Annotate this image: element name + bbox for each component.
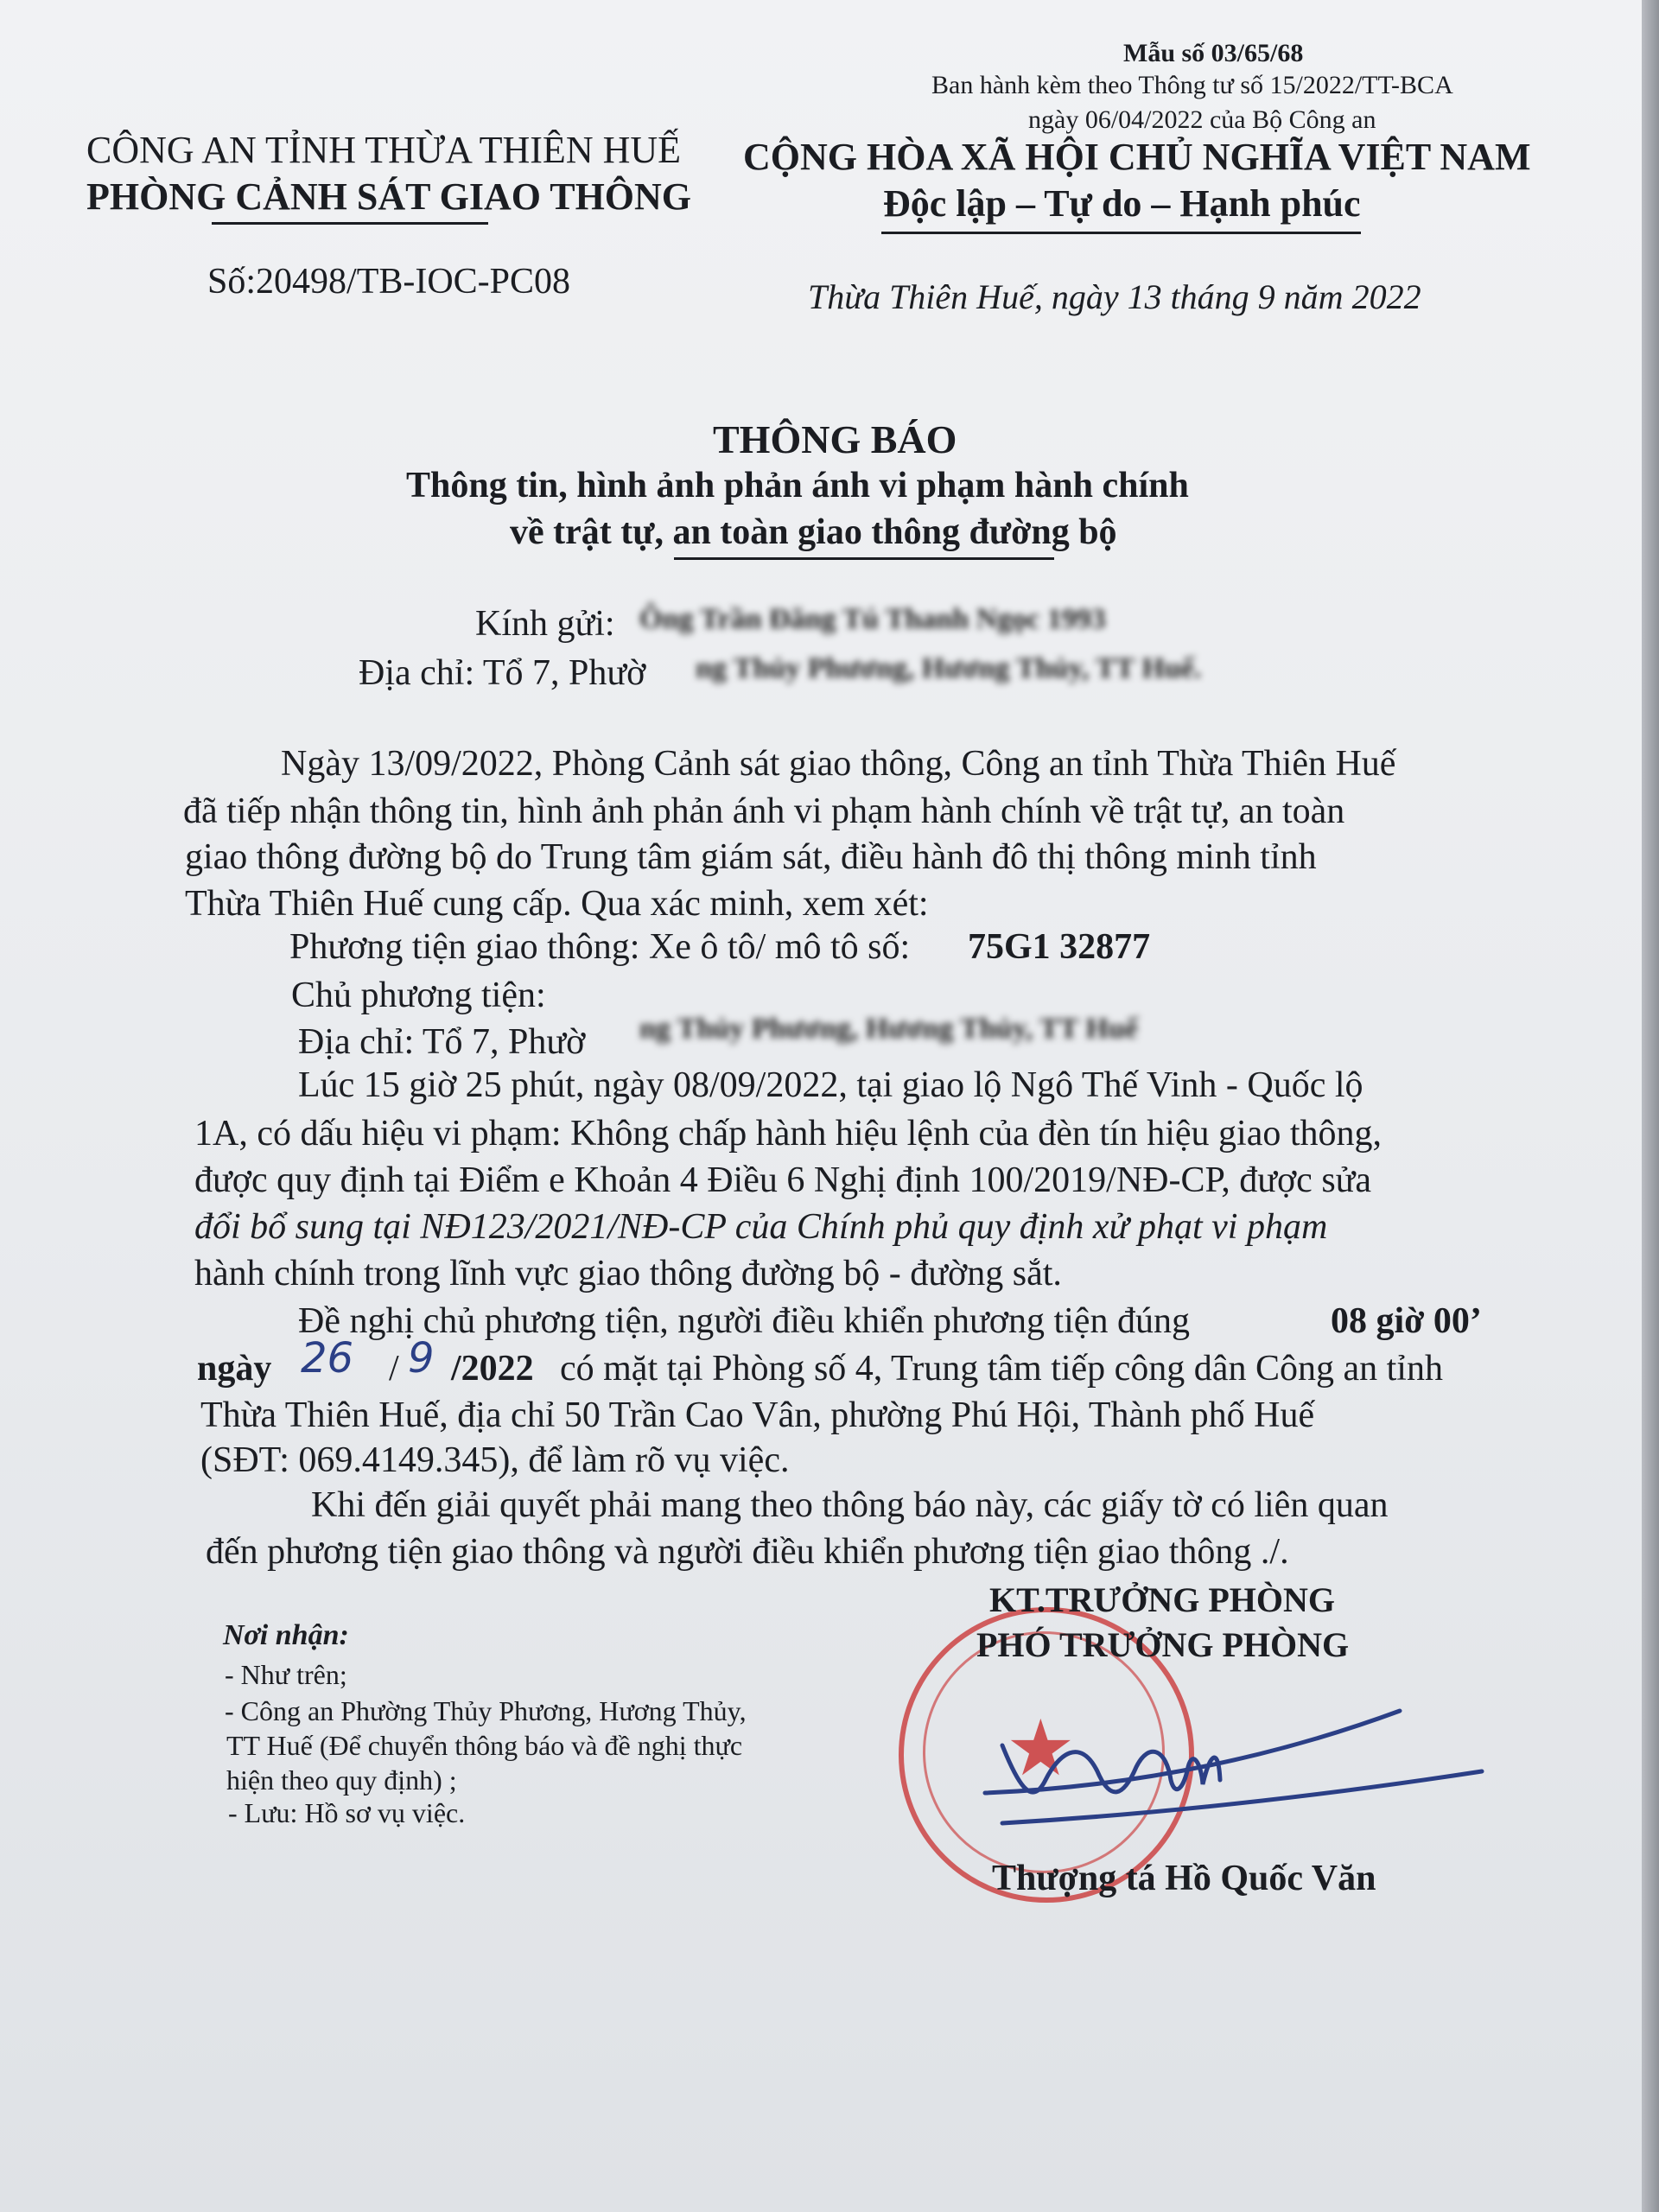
appointment-time: 08 giờ 00’ [1331,1301,1482,1341]
nation-line1: CỘNG HÒA XÃ HỘI CHỦ NGHĨA VIỆT NAM [743,136,1531,178]
para2-line4: đổi bổ sung tại NĐ123/2021/NĐ-CP của Chính phủ quy định xử phạt vi phạm [194,1207,1328,1247]
appointment-month-handwritten: 9 [408,1334,435,1382]
recipients-heading: Nơi nhận: [223,1619,349,1651]
title-underline [674,557,1054,560]
nation-underline [881,232,1361,234]
star-icon: ★ [1006,1703,1076,1794]
signer-name: Thượng tá Hồ Quốc Văn [992,1859,1376,1898]
owner-address-redacted: ng Thủy Phương, Hương Thủy, TT Huế [639,1013,1138,1045]
vehicle-label: Phương tiện giao thông: Xe ô tô/ mô tô số: [289,927,911,967]
para4-line1: Khi đến giải quyết phải mang theo thông báo này, các giấy tờ có liên quan [311,1485,1389,1525]
para2-line1: Lúc 15 giờ 25 phút, ngày 08/09/2022, tại giao lộ Ngô Thế Vinh - Quốc lộ [298,1065,1363,1105]
para3-line1: Đề nghị chủ phương tiện, người điều khiển phương tiện đúng [298,1301,1190,1341]
recipient-name-redacted: Ông Trần Đăng Tú Thanh Ngọc 1993 [639,603,1106,635]
recipients-item-2c: hiện theo quy định) ; [226,1764,457,1796]
form-ref-line1: Ban hành kèm theo Thông tư số 15/2022/TT-BCA [931,71,1453,99]
agency-line1: CÔNG AN TỈNH THỪA THIÊN HUẾ [86,129,682,171]
form-code: Mẫu số 03/65/68 [1123,39,1304,67]
owner-address-label: Địa chỉ: Tổ 7, Phườ [298,1022,586,1062]
appointment-year: /2022 [451,1349,534,1389]
agency-line2: PHÒNG CẢNH SÁT GIAO THÔNG [86,175,692,218]
para2-line2: 1A, có dấu hiệu vi phạm: Không chấp hành hiệu lệnh của đèn tín hiệu giao thông, [194,1114,1382,1154]
recipient-label: Kính gửi: [475,604,615,644]
para3-line4: (SĐT: 069.4149.345), để làm rõ vụ việc. [200,1440,790,1480]
vehicle-plate: 75G1 32877 [968,927,1151,967]
signature-title-1: KT.TRƯỞNG PHÒNG [989,1580,1335,1619]
para3-line2: có mặt tại Phòng số 4, Trung tâm tiếp công dân Công an tỉnh [560,1349,1443,1389]
doc-subtitle-2: về trật tự, an toàn giao thông đường bộ [510,512,1117,552]
owner-label: Chủ phương tiện: [291,976,546,1015]
agency-underline [212,222,488,225]
form-ref-line2: ngày 06/04/2022 của Bộ Công an [1028,105,1376,134]
appointment-date-slash: / [389,1349,399,1389]
recipients-item-1: - Như trên; [225,1659,347,1690]
para4-line2: đến phương tiện giao thông và người điều khiển phương tiện giao thông ./. [206,1532,1289,1572]
issue-date: Thừa Thiên Huế, ngày 13 tháng 9 năm 2022 [808,277,1421,316]
doc-title: THÔNG BÁO [713,417,957,461]
appointment-day-label: ngày [197,1349,272,1389]
para1-line3: giao thông đường bộ do Trung tâm giám sát, điều hành đô thị thông minh tỉnh [185,837,1317,877]
recipient-address-label: Địa chỉ: Tổ 7, Phườ [359,653,646,693]
signature-title-2: PHÓ TRƯỞNG PHÒNG [976,1625,1350,1664]
para3-line3: Thừa Thiên Huế, địa chỉ 50 Trần Cao Vân, phường Phú Hội, Thành phố Huế [200,1395,1315,1435]
para1-line1: Ngày 13/09/2022, Phòng Cảnh sát giao thông, Công an tỉnh Thừa Thiên Huế [281,744,1396,784]
document-number: Số:20498/TB-IOC-PC08 [207,262,571,302]
appointment-day-handwritten: 26 [301,1334,354,1382]
recipients-item-2a: - Công an Phường Thủy Phương, Hương Thủy, [225,1695,747,1726]
recipients-item-3: - Lưu: Hồ sơ vụ việc. [228,1797,466,1828]
para1-line2: đã tiếp nhận thông tin, hình ảnh phản ánh vi phạm hành chính về trật tự, an toàn [183,791,1345,831]
recipient-address-redacted: ng Thủy Phương, Hương Thủy, TT Huế. [696,652,1202,684]
doc-subtitle-1: Thông tin, hình ảnh phản ánh vi phạm hành chính [406,466,1189,505]
paper-edge [1642,0,1659,2212]
para1-line4: Thừa Thiên Huế cung cấp. Qua xác minh, xem xét: [185,884,929,924]
para2-line3: được quy định tại Điểm e Khoản 4 Điều 6 Nghị định 100/2019/NĐ-CP, được sửa [194,1160,1372,1200]
nation-motto: Độc lập – Tự do – Hạnh phúc [883,182,1361,225]
para2-line5: hành chính trong lĩnh vực giao thông đường bộ - đường sắt. [194,1254,1062,1294]
recipients-item-2b: TT Huế (Để chuyển thông báo và đề nghị thực [226,1730,743,1761]
handwritten-signature [950,1685,1503,1858]
